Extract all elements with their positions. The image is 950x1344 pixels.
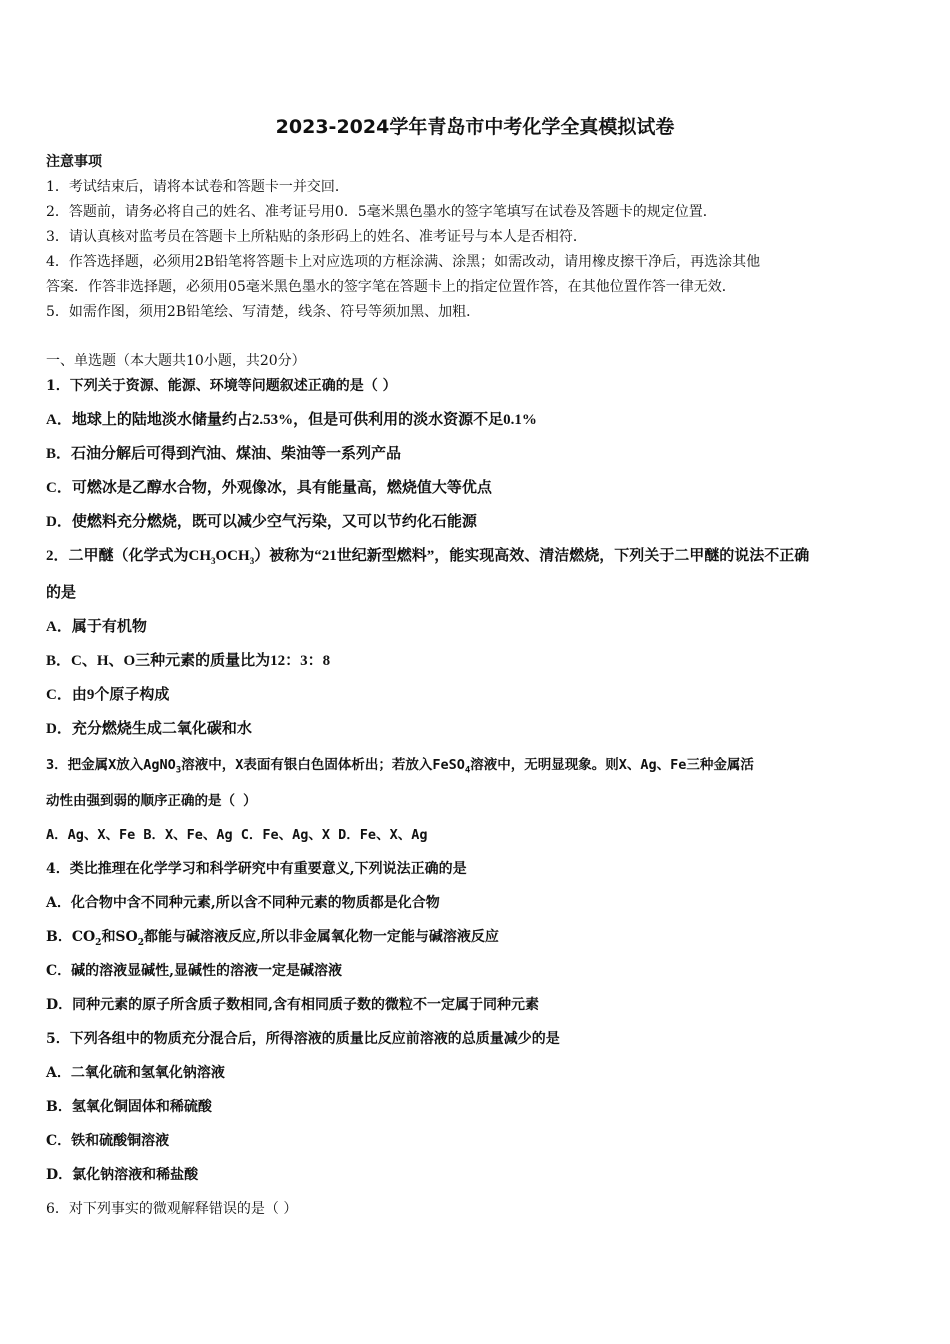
question-4-option-a: A．化合物中含不同种元素,所以含不同种元素的物质都是化合物 <box>46 895 440 911</box>
question-3-stem: 3．把金属X放入AgNO$_3$溶液中，X表面有银白色固体析出；若放入FeSO$_4$溶液中，无明显现象。则X、Ag、Fe三种金属活 <box>46 757 754 776</box>
exam-title: 2023-2024学年青岛市中考化学全真模拟试卷 <box>275 116 675 138</box>
question-1-option-c: C．可燃冰是乙醇水合物，外观像冰，具有能量高，燃烧值大等优点 <box>46 480 492 496</box>
question-1-option-b: B．石油分解后可得到汽油、煤油、柴油等一系列产品 <box>46 446 402 462</box>
question-1-stem: 1．下列关于资源、能源、环境等问题叙述正确的是（ ） <box>46 378 397 394</box>
notice-heading: 注意事项 <box>46 154 102 170</box>
question-4-stem: 4．类比推理在化学学习和科学研究中有重要意义,下列说法正确的是 <box>46 861 467 877</box>
notice-item-2: 2．答题前，请务必将自己的姓名、准考证号用0．5毫米黑色墨水的签字笔填写在试卷及答题卡的规定位置． <box>46 204 717 220</box>
notice-item-5: 5．如需作图，须用2B铅笔绘、写清楚，线条、符号等须加黑、加粗． <box>46 304 481 320</box>
question-1-option-d: D．使燃料充分燃烧，既可以减少空气污染，又可以节约化石能源 <box>46 514 477 530</box>
question-3-stem-cont: 动性由强到弱的顺序正确的是（ ） <box>46 793 257 809</box>
question-5-option-c: C．铁和硫酸铜溶液 <box>46 1133 170 1149</box>
question-2-option-a: A．属于有机物 <box>46 619 147 635</box>
question-6-stem: 6．对下列事实的微观解释错误的是（ ） <box>46 1201 298 1217</box>
notice-item-4: 4．作答选择题，必须用2B铅笔将答题卡上对应选项的方框涂满、涂黑；如需改动，请用橡皮擦干净后，再选涂其他 <box>46 254 761 270</box>
question-2-option-c: C．由9个原子构成 <box>46 687 170 703</box>
question-4-option-b: B．$CO_2$和$SO_2$都能与碱溶液反应,所以非金属氧化物一定能与碱溶液反应 <box>46 929 499 948</box>
notice-item-3: 3．请认真核对监考员在答题卡上所粘贴的条形码上的姓名、准考证号与本人是否相符． <box>46 229 587 245</box>
question-2-stem: 2．二甲醚（化学式为$CH_3OCH_3$）被称为“21世纪新型燃料”，能实现高效、清洁燃烧，下列关于二甲醚的说法不正确 <box>46 548 810 566</box>
notice-item-4-cont: 答案．作答非选择题，必须用05毫米黑色墨水的签字笔在答题卡上的指定位置作答，在其他位置作答一律无效． <box>46 279 736 295</box>
question-4-option-c: C．碱的溶液显碱性,显碱性的溶液一定是碱溶液 <box>46 963 343 979</box>
question-5-option-d: D．氯化钠溶液和稀盐酸 <box>46 1167 199 1183</box>
question-1-option-a: A．地球上的陆地淡水储量约占2.53%，但是可供利用的淡水资源不足0.1% <box>46 412 537 428</box>
question-2-stem-cont: 的是 <box>46 585 77 601</box>
question-2-option-b: B．C、H、O三种元素的质量比为12：3：8 <box>46 653 331 669</box>
section-heading: 一、单选题（本大题共10小题，共20分） <box>46 353 306 369</box>
notice-item-1: 1．考试结束后，请将本试卷和答题卡一并交回． <box>46 179 349 195</box>
question-5-option-b: B．氢氧化铜固体和稀硫酸 <box>46 1099 212 1115</box>
question-4-option-d: D．同种元素的原子所含质子数相同,含有相同质子数的微粒不一定属于同种元素 <box>46 997 540 1013</box>
question-5-stem: 5．下列各组中的物质充分混合后，所得溶液的质量比反应前溶液的总质量减少的是 <box>46 1031 560 1047</box>
question-2-option-d: D．充分燃烧生成二氧化碳和水 <box>46 721 252 737</box>
question-3-options: A．Ag、X、Fe B．X、Fe、Ag C．Fe、Ag、X D．Fe、X、Ag <box>46 827 428 843</box>
question-5-option-a: A．二氧化硫和氢氧化钠溶液 <box>46 1065 225 1081</box>
